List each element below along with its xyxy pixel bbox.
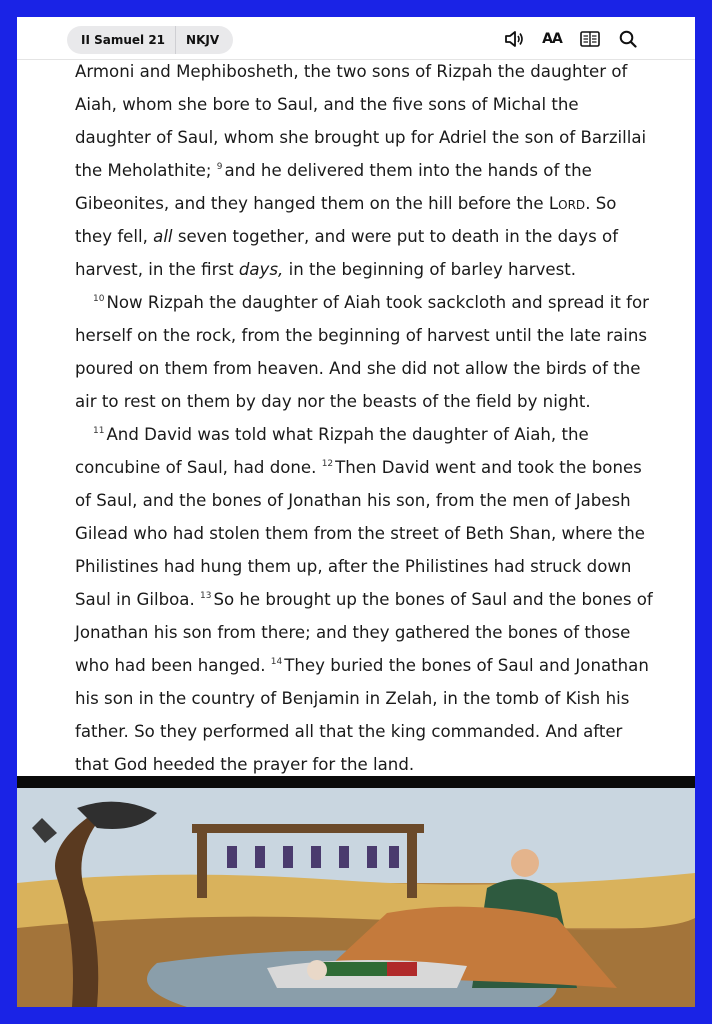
paragraph: $^{11}$ And David was told what Rizpah the daughter of Aiah, the concubine of Saul, had done. $^{12}$ Then David went and took the bones of Saul, and the bones of Jonathan his son, from the men of Jabesh Gilead who had stolen them from the street of Beth Shan, where the Philistines had hung them up, after the Philistines had struck down Saul in Gilboa. $^{13}$ So he brought up the bones of Saul and the bones of Jonathan his son from there; and they gathered the bones of those who had been hanged. $^{14}$ They buried the bones of Saul and Jonathan his son in the country of Benjamin in Zelah, in the tomb of Kish his father. So they performed all that the king commanded. And after that God heeded the prayer for the land.: [75, 425, 653, 774]
speaker-icon[interactable]: [503, 28, 525, 50]
paragraph: Armoni and Mephibosheth, the two sons of Rizpah the daughter of Aiah, whom she bore to Saul, and the five sons of Michal the daughter of Saul, whom she brought up for Adriel the son of Barzillai the Meholathite; $^9$ and he delivered them into the hands of the Gibeonites, and they hanged them on the hill before the Lord. So they fell, all seven together, and were put to death in the days of harvest, in the first days, in the beginning of barley harvest.: [75, 62, 647, 279]
book-view-icon[interactable]: [579, 28, 601, 50]
divider-band: [17, 776, 695, 788]
passage-selector[interactable]: [67, 26, 233, 54]
rizpah-illustration: [17, 788, 695, 1007]
verse-number[interactable]: 10: [93, 294, 105, 305]
text-size-icon[interactable]: AA: [542, 31, 562, 47]
reader-window: [17, 17, 695, 1007]
toolbar-actions: [503, 28, 639, 50]
paragraph: $^{10}$ Now Rizpah the daughter of Aiah took sackcloth and spread it for herself on the rock, from the beginning of harvest until the late rains poured on them from heaven. And she did not allow the birds of the air to rest on them by day nor the beasts of the field by night.: [75, 293, 649, 411]
book-chapter-button[interactable]: II Samuel 21: [67, 26, 176, 54]
search-icon[interactable]: [617, 28, 639, 50]
verse-number[interactable]: 14: [270, 657, 283, 668]
divine-name: Lord: [548, 194, 586, 213]
verse-number[interactable]: 9: [216, 162, 223, 173]
top-toolbar: [17, 17, 695, 60]
version-button[interactable]: NKJV: [186, 33, 220, 47]
verse-number[interactable]: 12: [321, 459, 334, 470]
scripture-text: [75, 55, 657, 781]
verse-number[interactable]: 11: [93, 426, 105, 437]
verse-number[interactable]: 13: [200, 591, 212, 602]
